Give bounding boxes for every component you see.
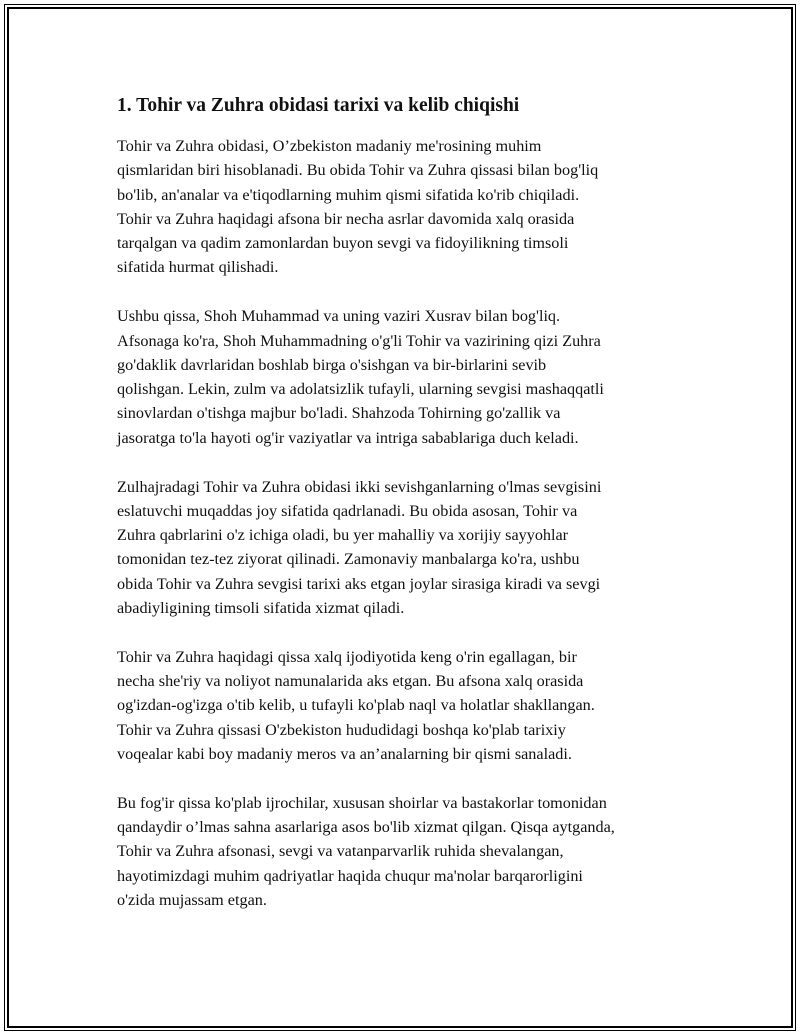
- text-line: sinovlardan o'tishga majbur bo'ladi. Shahzoda Tohirning go'zallik va: [117, 404, 561, 423]
- text-line: hayotimizdagi muhim qadriyatlar haqida chuqur ma'nolar barqarorligini: [117, 866, 583, 885]
- text-line: Zulhajradagi Tohir va Zuhra obidasi ikki sevishganlarning o'lmas sevgisini: [117, 477, 602, 496]
- document-body: [117, 92, 697, 937]
- text-line: Tohir va Zuhra haqidagi afsona bir necha asrlar davomida xalq orasida: [117, 209, 575, 228]
- document-title: 1. Tohir va Zuhra obidasi tarixi va kelib chiqishi: [117, 95, 520, 116]
- text-line: og'izdan-og'izga o'tib kelib, u tufayli ko'plab naql va holatlar shakllangan.: [117, 696, 595, 715]
- text-line: sifatida hurmat qilishadi.: [117, 258, 279, 277]
- paragraph-1: [117, 134, 697, 280]
- text-line: go'daklik davrlaridan boshlab birga o'sishgan va bir-birlarini sevib: [117, 355, 547, 374]
- text-line: eslatuvchi muqaddas joy sifatida qadrlanadi. Bu obida asosan, Tohir va: [117, 501, 578, 520]
- paragraph-3: [117, 475, 697, 621]
- text-line: Bu fog'ir qissa ko'plab ijrochilar, xususan shoirlar va bastakorlar tomonidan: [117, 793, 607, 812]
- text-line: jasoratga to'la hayoti og'ir vaziyatlar va intriga sabablariga duch keladi.: [117, 428, 579, 447]
- text-line: tarqalgan va qadim zamonlardan buyon sevgi va fidoyilikning timsoli: [117, 234, 569, 253]
- text-line: qismlaridan biri hisoblanadi. Bu obida Tohir va Zuhra qissasi bilan bog'liq: [117, 161, 599, 180]
- text-line: Tohir va Zuhra qissasi O'zbekiston hududidagi boshqa ko'plab tarixiy: [117, 720, 566, 739]
- text-line: Tohir va Zuhra afsonasi, sevgi va vatanparvarlik ruhida shevalangan,: [117, 842, 564, 861]
- text-line: tomonidan tez-tez ziyorat qilinadi. Zamonaviy manbalarga ko'ra, ushbu: [117, 550, 580, 569]
- text-line: Tohir va Zuhra haqidagi qissa xalq ijodiyotida keng o'rin egallagan, bir: [117, 647, 577, 666]
- text-line: abadiyligining timsoli sifatida xizmat qiladi.: [117, 599, 405, 618]
- text-line: Ushbu qissa, Shoh Muhammad va uning vaziri Xusrav bilan bog'liq.: [117, 307, 561, 326]
- paragraph-5: [117, 791, 697, 912]
- text-line: qolishgan. Lekin, zulm va adolatsizlik tufayli, ularning sevgisi mashaqqatli: [117, 380, 604, 399]
- text-line: qandaydir o’lmas sahna asarlariga asos bo'lib xizmat qilgan. Qisqa aytganda,: [117, 818, 615, 837]
- text-line: o'zida mujassam etgan.: [117, 891, 267, 910]
- text-line: necha she'riy va noliyot namunalarida aks etgan. Bu afsona xalq orasida: [117, 672, 584, 691]
- text-line: voqealar kabi boy madaniy meros va an’analarning bir qismi sanaladi.: [117, 745, 572, 764]
- text-line: bo'lib, an'analar va e'tiqodlarning muhim qismi sifatida ko'rib chiqiladi.: [117, 185, 580, 204]
- text-line: Afsonaga ko'ra, Shoh Muhammadning o'g'li Tohir va vazirining qizi Zuhra: [117, 331, 601, 350]
- text-line: Tohir va Zuhra obidasi, O’zbekiston madaniy me'rosining muhim: [117, 137, 542, 155]
- paragraph-2: [117, 304, 697, 450]
- paragraph-4: [117, 645, 697, 766]
- text-line: Zuhra qabrlarini o'z ichiga oladi, bu yer mahalliy va xorijiy sayyohlar: [117, 526, 569, 545]
- text-line: obida Tohir va Zuhra sevgisi tarixi aks etgan joylar sirasiga kiradi va sevgi: [117, 574, 601, 593]
